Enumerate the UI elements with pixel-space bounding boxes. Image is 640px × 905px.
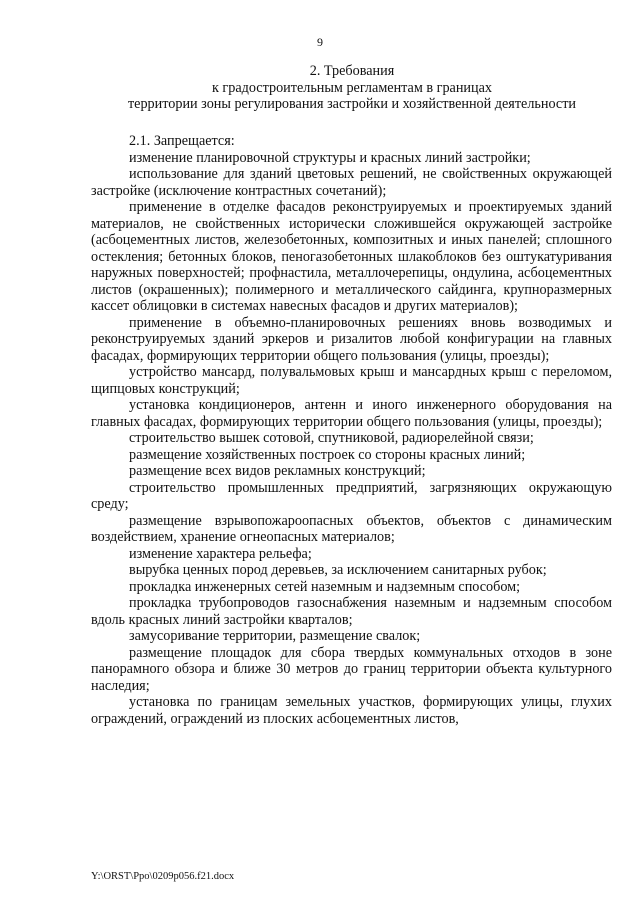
heading-line-3: территории зоны регулирования застройки и хозяйственной деятельности	[127, 96, 577, 112]
paragraph: прокладка инженерных сетей наземным и надземным способом;	[129, 578, 521, 595]
paragraph: строительство промышленных предприятий, загрязняющих окружающую среду;	[91, 479, 612, 512]
paragraph: прокладка трубопроводов газоснабжения наземным и надземным способом вдоль красных линий застройки кварталов;	[91, 595, 612, 628]
paragraph: замусоривание территории, размещение свалок;	[129, 628, 421, 644]
paragraph: использование для зданий цветовых решений, не свойственных окружающей застройке (исключение контрастных сочетаний);	[91, 166, 612, 199]
file-path-footer: Y:\ORST\Ppo\0209p056.f21.docx	[91, 871, 235, 882]
paragraph: изменение планировочной структуры и красных линий застройки;	[129, 149, 531, 166]
heading-line-2: к градостроительным регламентам в границах	[211, 79, 493, 96]
paragraph: строительство вышек сотовой, спутниковой, радиорелейной связи;	[129, 430, 534, 446]
paragraph: 2.1. Запрещается:	[129, 133, 235, 149]
paragraph: изменение характера рельефа;	[129, 545, 312, 562]
paragraph: устройство мансард, полувальмовых крыш и мансардных крыш с переломом, щипцовых конструкций;	[91, 364, 612, 397]
paragraph: размещение взрывопожароопасных объектов, объектов с динамическим воздействием, хранение огнеопасных материалов;	[91, 512, 612, 545]
paragraph: размещение хозяйственных построек со стороны красных линий;	[129, 446, 526, 463]
paragraph: установка кондиционеров, антенн и иного инженерного оборудования на главных фасадах, формирующих территории общего пользования (улицы, проезды);	[91, 397, 612, 430]
paragraph: вырубка ценных пород деревьев, за исключением санитарных рубок;	[129, 562, 547, 578]
paragraph: размещение всех видов рекламных конструкций;	[129, 463, 426, 479]
section-heading	[92, 63, 612, 113]
document-body	[91, 133, 612, 727]
paragraph: применение в объемно-планировочных решениях вновь возводимых и реконструируемых зданий эркеров и ризалитов любой конфигурации на главных фасадах, формирующих территории общего пользования (улицы, проезды);	[91, 314, 612, 364]
heading-line-1: 2. Требования	[309, 63, 395, 79]
paragraph: установка по границам земельных участков, формирующих улицы, глухих ограждений, ограждений из плоских асбоцементных листов,	[91, 694, 612, 727]
paragraph: размещение площадок для сбора твердых коммунальных отходов в зоне панорамного обзора и ближе 30 метров до границ территории объекта культурного наследия;	[91, 644, 612, 694]
paragraph: применение в отделке фасадов реконструируемых и проектируемых зданий материалов, не свойственных исторически сложившейся окружающей застройке (асбоцементных листов, железобетонных, композитных и иных панелей; сплошного остекления; бетонных блоков, пеногазобетонных шлакоблоков без оштукатуривания наружных поверхностей; профнастила, металлочерепицы, ондулина, асбоцементных листов (окрашенных); полимерного и металлического сайдинга, крупноразмерных кассет облицовки в системах навесных фасадов и других материалов);	[91, 199, 612, 314]
page-number: 9	[317, 35, 323, 49]
